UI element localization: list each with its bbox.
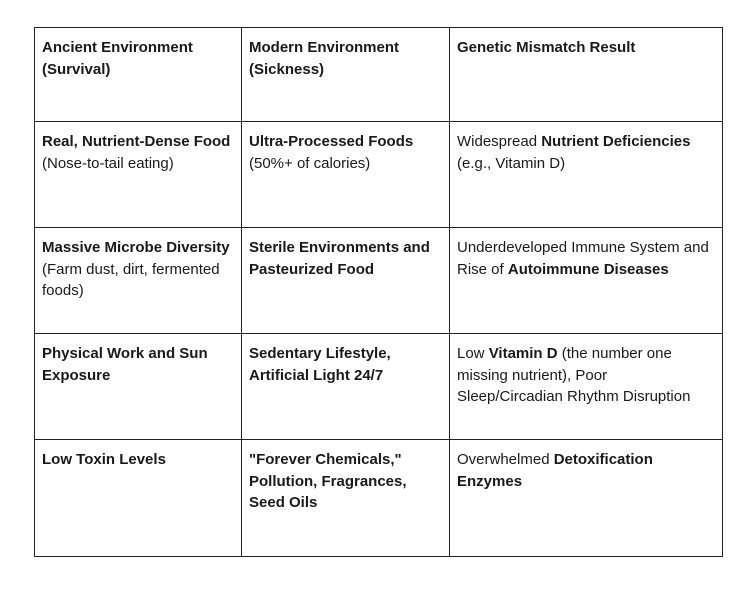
ancient-cell xyxy=(35,440,242,557)
result-cell xyxy=(450,122,723,228)
result-pre: Underdeveloped Immune System and Rise of xyxy=(457,239,709,278)
modern-cell xyxy=(242,122,450,228)
result-pre: Widespread xyxy=(457,133,542,150)
modern-cell xyxy=(242,334,450,440)
ancient-cell xyxy=(35,334,242,440)
result-bold: Detoxification Enzymes xyxy=(457,451,653,490)
header-cell-result xyxy=(450,28,723,122)
ancient-rest: (Nose-to-tail eating) xyxy=(42,154,174,172)
ancient-bold: Low Toxin Levels xyxy=(42,451,166,468)
modern-bold: Sterile Environments and Pasteurized Food xyxy=(249,239,430,278)
header-modern-label: Modern Environment (Sickness) xyxy=(249,39,400,78)
header-result-label: Genetic Mismatch Result xyxy=(457,39,636,56)
table-row xyxy=(35,334,723,440)
modern-rest: (50%+ of calories) xyxy=(249,154,371,172)
modern-bold: Sedentary Lifestyle, Artificial Light 24/7 xyxy=(249,345,391,384)
header-cell-ancient xyxy=(35,28,242,122)
result-bold: Vitamin D xyxy=(488,345,558,362)
ancient-bold: Physical Work and Sun Exposure xyxy=(42,345,208,384)
modern-bold: Ultra-Processed Foods xyxy=(249,133,414,150)
result-pre: Low xyxy=(457,345,489,362)
table-header-row xyxy=(35,28,723,122)
result-pre: Overwhelmed xyxy=(457,451,554,468)
result-bold: Autoimmune Diseases xyxy=(507,260,669,278)
result-bold: Nutrient Deficiencies xyxy=(541,133,691,150)
ancient-rest: (Farm dust, dirt, fermented foods) xyxy=(42,260,220,299)
ancient-cell xyxy=(35,228,242,334)
header-cell-modern xyxy=(242,28,450,122)
table-row xyxy=(35,228,723,334)
header-ancient-label: Ancient Environment (Survival) xyxy=(42,39,193,78)
modern-bold: "Forever Chemicals," Pollution, Fragrances, Seed Oils xyxy=(249,451,407,511)
table-row xyxy=(35,440,723,557)
modern-cell xyxy=(242,440,450,557)
result-cell xyxy=(450,228,723,334)
table-row xyxy=(35,122,723,228)
result-post: (e.g., Vitamin D) xyxy=(457,154,566,172)
ancient-bold: Real, Nutrient-Dense Food xyxy=(42,133,231,150)
mismatch-table xyxy=(34,27,723,557)
ancient-cell xyxy=(35,122,242,228)
result-cell xyxy=(450,440,723,557)
result-cell xyxy=(450,334,723,440)
result-post: (the number one missing nutrient), Poor Sleep/Circadian Rhythm Disruption xyxy=(457,345,691,405)
ancient-bold: Massive Microbe Diversity xyxy=(42,239,230,256)
modern-cell xyxy=(242,228,450,334)
